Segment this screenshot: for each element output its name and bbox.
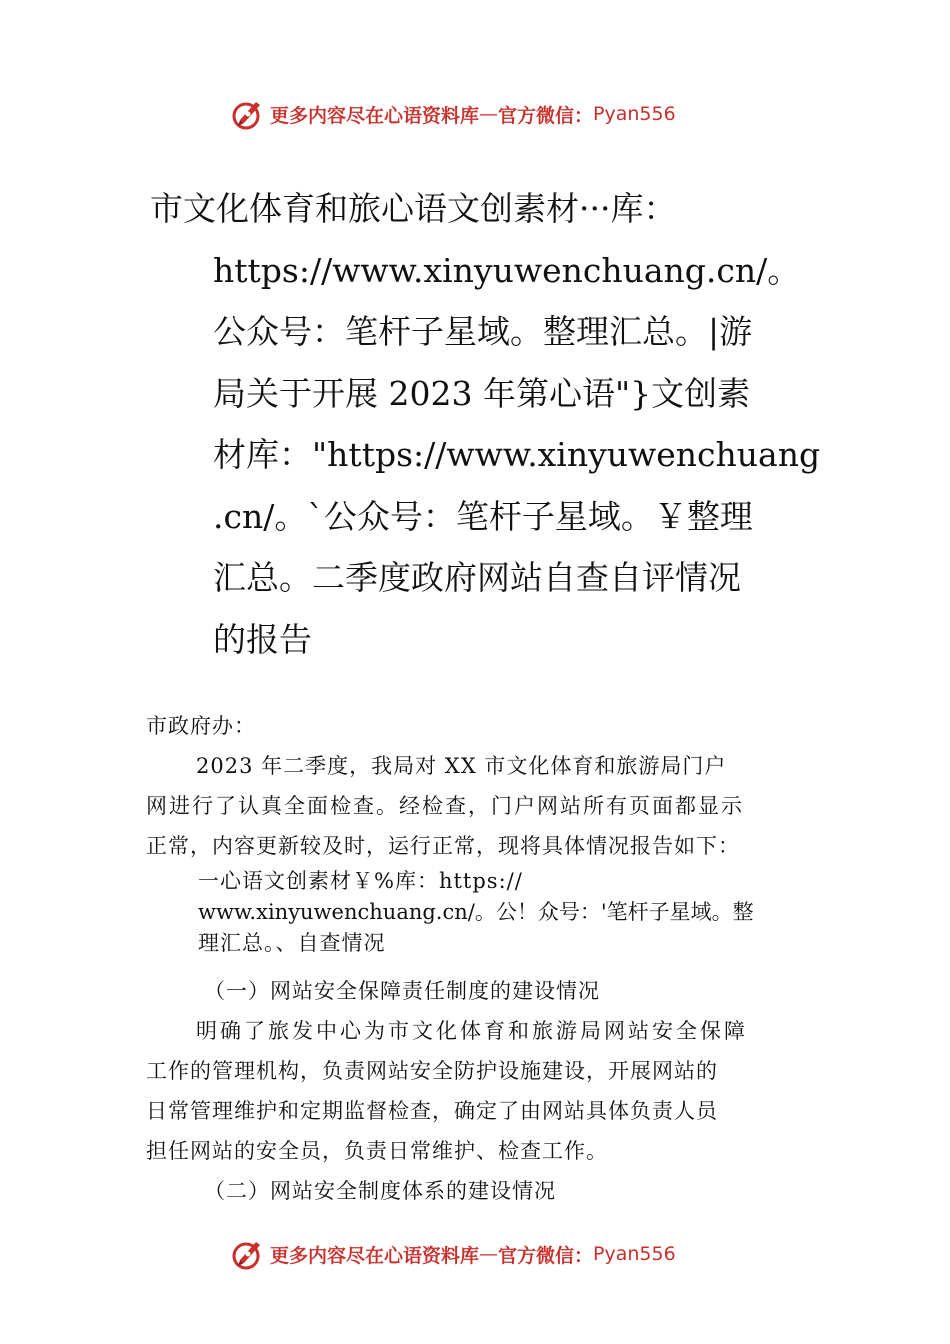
pen-circle-logo-icon — [230, 1236, 266, 1272]
title-line: 的报告 — [213, 619, 312, 659]
document-title — [150, 178, 821, 670]
watermark-banner-bottom — [230, 1236, 676, 1272]
section-heading: （一）网站安全保障责任制度的建设情况 — [204, 979, 600, 1003]
section-paragraph-line: 日常管理维护和定期监督检查，确定了由网站具体负责人员 — [146, 1099, 718, 1123]
inserted-line: www.xinyuwenchuang.cn/。公！众号：'笔杆子星域。整 — [198, 900, 754, 924]
watermark-text: 更多内容尽在心语资料库 — [270, 1244, 480, 1267]
title-line: 汇总。二季度政府网站自查自评情况 — [213, 558, 741, 597]
watermark-text: 更多内容尽在心语资料库 — [270, 104, 480, 127]
section-heading: （二）网站安全制度体系的建设情况 — [204, 1179, 556, 1203]
inserted-line: 一心语文创素材￥%库：https:// — [198, 869, 523, 893]
watermark-wechat-label: 官方微信： — [498, 104, 594, 127]
watermark-banner-top — [230, 96, 676, 132]
title-line: 市文化体育和旅心语文创素材···库： — [150, 189, 677, 228]
title-line: https://www.xinyuwenchuang.cn/。 — [213, 250, 801, 290]
watermark-wechat-label: 官方微信： — [498, 1244, 594, 1267]
inserted-line: 理汇总。、自查情况 — [198, 931, 386, 955]
watermark-separator: — — [479, 1243, 499, 1265]
salutation: 市政府办： — [146, 714, 256, 738]
document-body — [146, 706, 826, 1211]
intro-line: 网进行了认真全面检查。经检查，门户网站所有页面都显示 — [146, 794, 744, 818]
title-line: 材库："https://www.xinyuwenchuang — [213, 435, 821, 474]
section-paragraph-line: 工作的管理机构，负责网站安全防护设施建设，开展网站的 — [146, 1059, 718, 1083]
title-line: 公众号：笔杆子星域。整理汇总。|游 — [213, 312, 753, 351]
pen-circle-logo-icon — [230, 96, 266, 132]
title-line: 局关于开展 2023 年第心语"}文创素 — [213, 373, 751, 413]
intro-line: 2023 年二季度，我局对 XX 市文化体育和旅游局门户 — [196, 754, 727, 778]
section-paragraph-line: 明确了旅发中心为市文化体育和旅游局网站安全保障 — [196, 1019, 748, 1043]
section-paragraph-line: 担任网站的安全员，负责日常维护、检查工作。 — [146, 1139, 608, 1163]
watermark-wechat-id: Pyan556 — [593, 103, 676, 125]
watermark-separator: — — [479, 103, 499, 125]
intro-line: 正常，内容更新较及时，运行正常，现将具体情况报告如下： — [146, 834, 740, 858]
title-line: .cn/。`公众号：笔杆子星域。￥整理 — [213, 496, 753, 536]
watermark-wechat-id: Pyan556 — [593, 1243, 676, 1265]
